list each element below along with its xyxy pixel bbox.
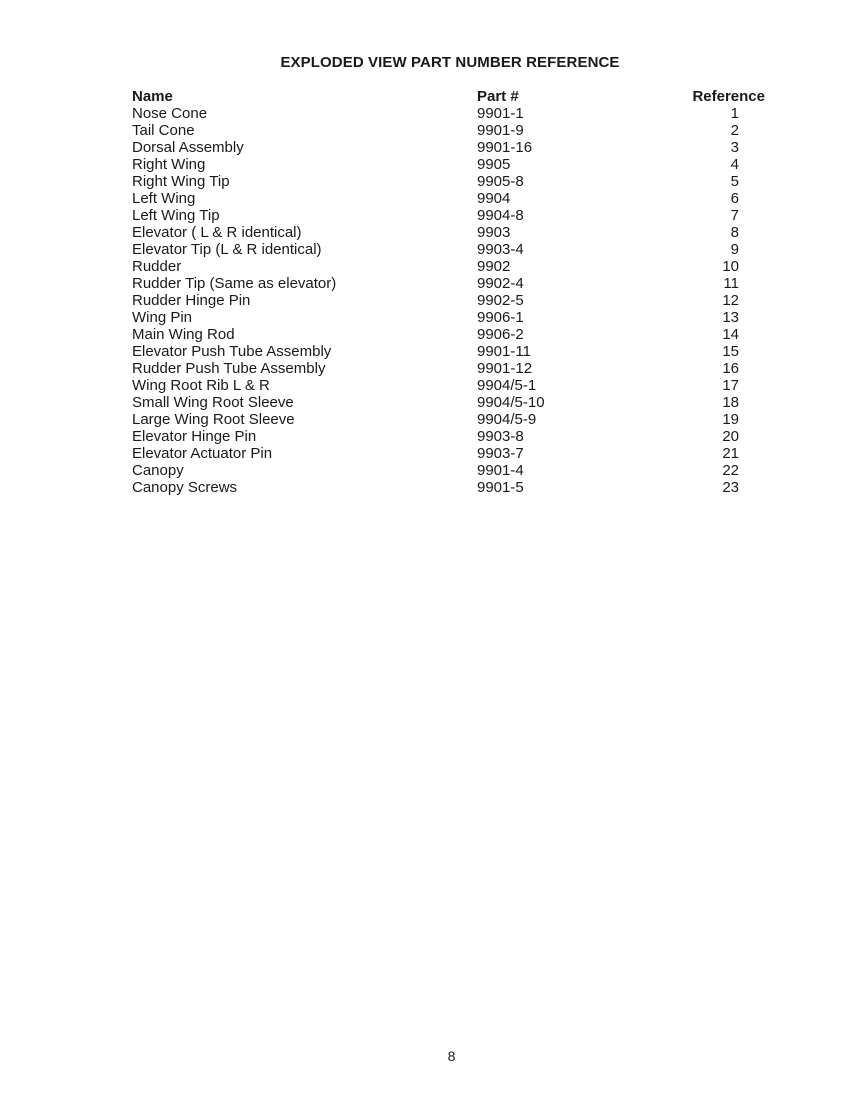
cell-reference: 3 — [730, 139, 739, 156]
page-title: EXPLODED VIEW PART NUMBER REFERENCE — [280, 54, 620, 71]
cell-name: Left Wing — [132, 190, 196, 207]
cell-reference: 22 — [722, 462, 739, 479]
table-row — [132, 462, 772, 479]
cell-reference: 23 — [722, 479, 739, 496]
cell-part-number: 9903-8 — [477, 428, 524, 445]
cell-reference: 13 — [722, 309, 739, 326]
cell-part-number: 9904/5-10 — [477, 394, 545, 411]
cell-reference: 9 — [730, 241, 739, 258]
table-row — [132, 190, 772, 207]
table-row — [132, 309, 772, 326]
cell-reference: 19 — [722, 411, 739, 428]
cell-part-number: 9903-4 — [477, 241, 524, 258]
cell-part-number: 9901-12 — [477, 360, 533, 377]
cell-reference: 15 — [722, 343, 739, 360]
cell-reference: 11 — [723, 275, 739, 292]
cell-part-number: 9901-9 — [477, 122, 524, 139]
header-name: Name — [132, 88, 173, 105]
page-number: 8 — [447, 1048, 456, 1064]
table-row — [132, 445, 772, 462]
cell-reference: 6 — [730, 190, 739, 207]
cell-part-number: 9906-1 — [477, 309, 524, 326]
cell-name: Main Wing Rod — [132, 326, 235, 343]
cell-name: Right Wing Tip — [132, 173, 230, 190]
cell-part-number: 9902-5 — [477, 292, 524, 309]
table-row — [132, 122, 772, 139]
cell-name: Right Wing — [132, 156, 206, 173]
cell-part-number: 9902-4 — [477, 275, 524, 292]
cell-name: Rudder Hinge Pin — [132, 292, 251, 309]
cell-part-number: 9901-16 — [477, 139, 533, 156]
cell-reference: 21 — [722, 445, 739, 462]
table-row — [132, 428, 772, 445]
table-row — [132, 105, 772, 122]
cell-reference: 5 — [730, 173, 739, 190]
header-part-number: Part # — [477, 88, 519, 105]
cell-reference: 2 — [730, 122, 739, 139]
cell-part-number: 9904/5-9 — [477, 411, 537, 428]
cell-name: Tail Cone — [132, 122, 195, 139]
table-row — [132, 479, 772, 496]
cell-name: Dorsal Assembly — [132, 139, 244, 156]
cell-name: Left Wing Tip — [132, 207, 220, 224]
cell-part-number: 9905-8 — [477, 173, 524, 190]
cell-reference: 7 — [730, 207, 739, 224]
cell-name: Canopy — [132, 462, 184, 479]
table-row — [132, 207, 772, 224]
cell-reference: 14 — [722, 326, 739, 343]
cell-reference: 4 — [730, 156, 739, 173]
table-row — [132, 326, 772, 343]
cell-reference: 10 — [722, 258, 739, 275]
table-row — [132, 343, 772, 360]
cell-reference: 8 — [730, 224, 739, 241]
table-row — [132, 241, 772, 258]
table-row — [132, 173, 772, 190]
table-row — [132, 360, 772, 377]
cell-part-number: 9904 — [477, 190, 511, 207]
cell-part-number: 9902 — [477, 258, 511, 275]
table-body — [132, 105, 772, 496]
table-row — [132, 224, 772, 241]
cell-part-number: 9906-2 — [477, 326, 524, 343]
cell-part-number: 9904-8 — [477, 207, 524, 224]
cell-name: Large Wing Root Sleeve — [132, 411, 295, 428]
cell-part-number: 9903 — [477, 224, 511, 241]
cell-name: Wing Pin — [132, 309, 193, 326]
cell-name: Rudder Push Tube Assembly — [132, 360, 326, 377]
cell-reference: 20 — [722, 428, 739, 445]
cell-name: Elevator ( L & R identical) — [132, 224, 302, 241]
cell-name: Elevator Tip (L & R identical) — [132, 241, 322, 258]
cell-name: Rudder — [132, 258, 182, 275]
cell-name: Canopy Screws — [132, 479, 238, 496]
cell-name: Elevator Actuator Pin — [132, 445, 273, 462]
table-row — [132, 258, 772, 275]
cell-part-number: 9901-4 — [477, 462, 524, 479]
cell-part-number: 9905 — [477, 156, 511, 173]
cell-name: Elevator Hinge Pin — [132, 428, 257, 445]
cell-reference: 12 — [722, 292, 739, 309]
cell-reference: 18 — [722, 394, 739, 411]
table-row — [132, 139, 772, 156]
cell-name: Nose Cone — [132, 105, 208, 122]
cell-name: Rudder Tip (Same as elevator) — [132, 275, 337, 292]
cell-part-number: 9901-1 — [477, 105, 524, 122]
cell-reference: 16 — [722, 360, 739, 377]
cell-name: Elevator Push Tube Assembly — [132, 343, 332, 360]
cell-part-number: 9904/5-1 — [477, 377, 537, 394]
table-row — [132, 292, 772, 309]
parts-table — [132, 88, 772, 496]
cell-part-number: 9901-5 — [477, 479, 524, 496]
table-row — [132, 377, 772, 394]
cell-reference: 1 — [730, 105, 739, 122]
cell-name: Small Wing Root Sleeve — [132, 394, 294, 411]
table-row — [132, 411, 772, 428]
cell-part-number: 9901-11 — [477, 343, 531, 360]
table-row — [132, 156, 772, 173]
table-row — [132, 275, 772, 292]
table-row — [132, 394, 772, 411]
cell-part-number: 9903-7 — [477, 445, 524, 462]
table-header-row — [132, 88, 772, 105]
cell-name: Wing Root Rib L & R — [132, 377, 270, 394]
header-reference: Reference — [692, 88, 765, 105]
cell-reference: 17 — [722, 377, 739, 394]
